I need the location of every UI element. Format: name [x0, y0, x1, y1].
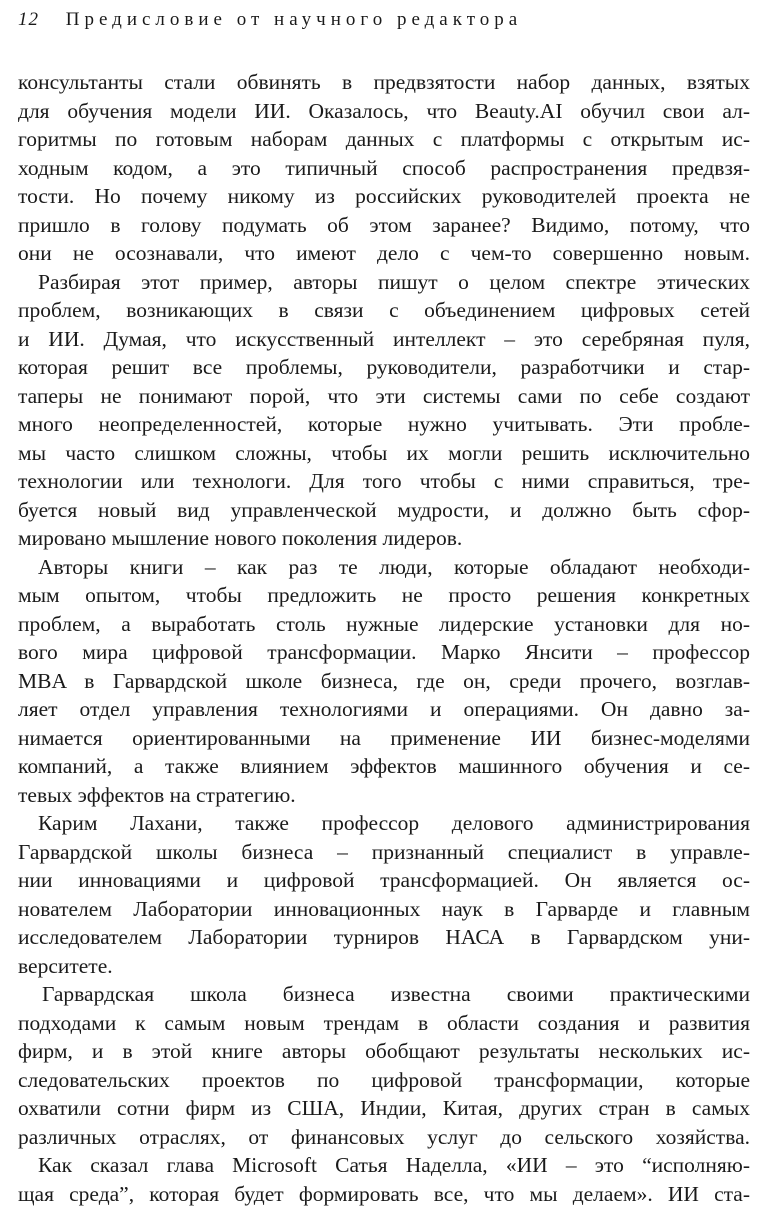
text-line: консультанты стали обвинять в предвзятости набор данных, взятых [18, 68, 750, 97]
text-line: Как сказал глава Microsoft Сатья Наделла, «ИИ – это “исполняю- [18, 1151, 750, 1180]
text-line: нователем Лаборатории инновационных наук в Гарварде и главным [18, 895, 750, 924]
text-line: Авторы книги – как раз те люди, которые обладают необходи- [18, 553, 750, 582]
page-number: 12 [18, 9, 39, 30]
text-line: проблем, возникающих в связи с объединением цифровых сетей [18, 296, 750, 325]
text-line: различных отраслях, от финансовых услуг до сельского хозяйства. [18, 1123, 750, 1152]
text-line: технологии или технологи. Для того чтобы с ними справиться, тре- [18, 467, 750, 496]
text-line: Гарвардская школа бизнеса известна своими практическими [18, 980, 750, 1009]
text-line: мировано мышление нового поколения лидеров. [18, 524, 750, 553]
text-line: MBA в Гарвардской школе бизнеса, где он, среди прочего, возглав- [18, 667, 750, 696]
body-text [18, 68, 750, 1208]
text-line: и ИИ. Думая, что искусственный интеллект – это серебряная пуля, [18, 325, 750, 354]
text-line: мы часто слишком сложны, чтобы их могли решить исключительно [18, 439, 750, 468]
text-line: нии инновациями и цифровой трансформацией. Он является ос- [18, 866, 750, 895]
text-line: мым опытом, чтобы предложить не просто решения конкретных [18, 581, 750, 610]
text-line: которая решит все проблемы, руководители, разработчики и стар- [18, 353, 750, 382]
text-line: ляет отдел управления технологиями и операциями. Он давно за- [18, 695, 750, 724]
text-line: фирм, и в этой книге авторы обобщают результаты нескольких ис- [18, 1037, 750, 1066]
text-line: тости. Но почему никому из российских руководителей проекта не [18, 182, 750, 211]
text-line: ходным кодом, а это типичный способ распространения предвзя- [18, 154, 750, 183]
text-line: верситете. [18, 952, 750, 981]
text-line: тевых эффектов на стратегию. [18, 781, 750, 810]
running-title: Предисловие от научного редактора [66, 9, 522, 30]
text-line: вого мира цифровой трансформации. Марко Янсити – профессор [18, 638, 750, 667]
text-line: исследователем Лаборатории турниров НАСА в Гарвардском уни- [18, 923, 750, 952]
text-line: нимается ориентированными на применение ИИ бизнес-моделями [18, 724, 750, 753]
text-line: охватили сотни фирм из США, Индии, Китая, других стран в самых [18, 1094, 750, 1123]
text-line: для обучения модели ИИ. Оказалось, что Beauty.AI обучил свои ал- [18, 97, 750, 126]
text-line: Разбирая этот пример, авторы пишут о целом спектре этических [18, 268, 750, 297]
page-header [18, 8, 522, 32]
text-line: подходами к самым новым трендам в области создания и развития [18, 1009, 750, 1038]
text-line: много неопределенностей, которые нужно учитывать. Эти пробле- [18, 410, 750, 439]
text-line: они не осознавали, что имеют дело с чем-то совершенно новым. [18, 239, 750, 268]
text-line: Карим Лахани, также профессор делового администрирования [18, 809, 750, 838]
text-line: горитмы по готовым наборам данных с платформы с открытым ис- [18, 125, 750, 154]
text-line: следовательских проектов по цифровой трансформации, которые [18, 1066, 750, 1095]
text-line: буется новый вид управленческой мудрости, и должно быть сфор- [18, 496, 750, 525]
text-line: Гарвардской школы бизнеса – признанный специалист в управле- [18, 838, 750, 867]
text-line: таперы не понимают порой, что эти системы сами по себе создают [18, 382, 750, 411]
text-line: компаний, а также влиянием эффектов машинного обучения и се- [18, 752, 750, 781]
text-line: проблем, а выработать столь нужные лидерские установки для но- [18, 610, 750, 639]
text-line: щая среда”, которая будет формировать все, что мы делаем». ИИ ста- [18, 1180, 750, 1208]
text-line: пришло в голову подумать об этом заранее? Видимо, потому, что [18, 211, 750, 240]
